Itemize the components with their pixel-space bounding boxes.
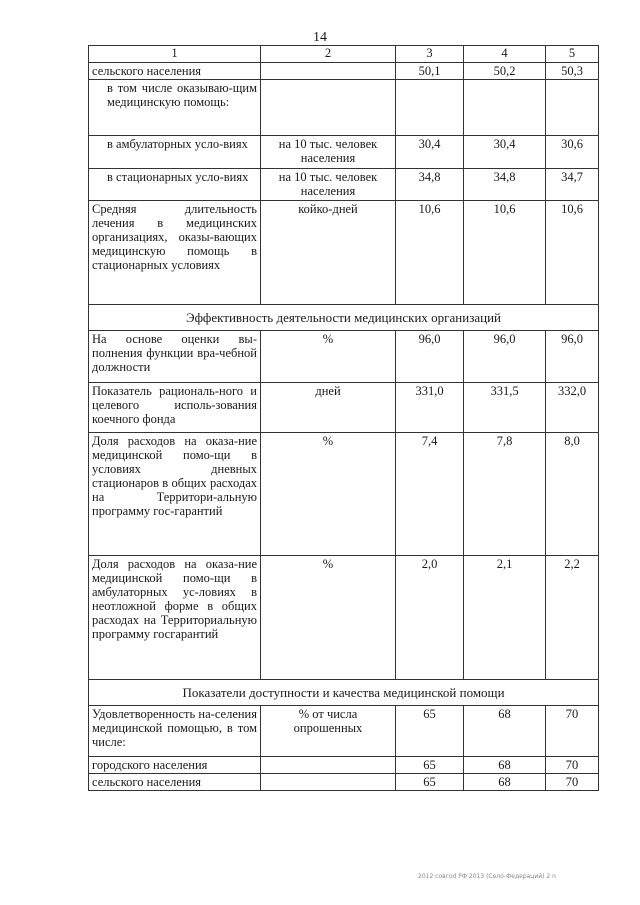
unit-cell: на 10 тыс. человек населения bbox=[261, 169, 396, 201]
value-cell: 50,2 bbox=[464, 63, 546, 80]
table-row bbox=[89, 383, 599, 433]
header-cell: 2 bbox=[261, 46, 396, 63]
value-cell: 50,3 bbox=[546, 63, 599, 80]
indicator-name: в стационарных усло-виях bbox=[89, 169, 261, 201]
value-cell: 68 bbox=[464, 706, 546, 757]
unit-cell bbox=[261, 757, 396, 774]
header-cell: 5 bbox=[546, 46, 599, 63]
value-cell: 34,8 bbox=[464, 169, 546, 201]
value-cell: 30,4 bbox=[464, 136, 546, 169]
section-row bbox=[89, 680, 599, 706]
value-cell: 8,0 bbox=[546, 433, 599, 556]
value-cell: 65 bbox=[396, 706, 464, 757]
unit-cell: % bbox=[261, 556, 396, 680]
header-cell: 3 bbox=[396, 46, 464, 63]
table-row bbox=[89, 433, 599, 556]
value-cell: 10,6 bbox=[396, 201, 464, 305]
value-cell: 10,6 bbox=[464, 201, 546, 305]
unit-cell: койко-дней bbox=[261, 201, 396, 305]
indicator-name: Средняя длительность лечения в медицинских организациях, оказы-вающих медицинскую помощь в стационарных условиях bbox=[89, 201, 261, 305]
value-cell: 2,0 bbox=[396, 556, 464, 680]
table-row bbox=[89, 63, 599, 80]
value-cell: 68 bbox=[464, 774, 546, 791]
table-row bbox=[89, 331, 599, 383]
page-number: 14 bbox=[313, 30, 327, 45]
value-cell: 7,4 bbox=[396, 433, 464, 556]
indicator-name: сельского населения bbox=[89, 774, 261, 791]
table-row bbox=[89, 556, 599, 680]
value-cell bbox=[546, 80, 599, 136]
section-heading: Эффективность деятельности медицинских организаций bbox=[89, 305, 599, 331]
indicator-name: Показатель рациональ-ного и целевого исполь-зования коечного фонда bbox=[89, 383, 261, 433]
indicator-name: Доля расходов на оказа-ние медицинской помо-щи в амбулаторных ус-ловиях в неотложной форме в общих расходах на Территориальную программу госгарантий bbox=[89, 556, 261, 680]
value-cell bbox=[464, 80, 546, 136]
unit-cell bbox=[261, 80, 396, 136]
footer-note: 2012 сoвгоd РФ 2013 (Селo-Федераций) 2 n bbox=[418, 873, 556, 880]
value-cell: 70 bbox=[546, 757, 599, 774]
value-cell: 331,0 bbox=[396, 383, 464, 433]
header-cell: 4 bbox=[464, 46, 546, 63]
value-cell: 65 bbox=[396, 774, 464, 791]
indicator-name: Удовлетворенность на-селения медицинской помощью, в том числе: bbox=[89, 706, 261, 757]
value-cell: 34,7 bbox=[546, 169, 599, 201]
unit-cell: % от числа опрошенных bbox=[261, 706, 396, 757]
value-cell: 10,6 bbox=[546, 201, 599, 305]
unit-cell: % bbox=[261, 433, 396, 556]
table-row bbox=[89, 201, 599, 305]
unit-cell bbox=[261, 774, 396, 791]
value-cell: 2,1 bbox=[464, 556, 546, 680]
table-row bbox=[89, 757, 599, 774]
value-cell: 2,2 bbox=[546, 556, 599, 680]
section-row bbox=[89, 305, 599, 331]
value-cell: 96,0 bbox=[396, 331, 464, 383]
indicator-name: Доля расходов на оказа-ние медицинской помо-щи в условиях дневных стационаров в общих расходах на Территори-альную программу гос-гарантий bbox=[89, 433, 261, 556]
value-cell: 30,6 bbox=[546, 136, 599, 169]
table-row bbox=[89, 169, 599, 201]
value-cell: 30,4 bbox=[396, 136, 464, 169]
value-cell: 332,0 bbox=[546, 383, 599, 433]
indicator-name: сельского населения bbox=[89, 63, 261, 80]
value-cell: 50,1 bbox=[396, 63, 464, 80]
value-cell: 68 bbox=[464, 757, 546, 774]
value-cell: 70 bbox=[546, 774, 599, 791]
value-cell: 96,0 bbox=[546, 331, 599, 383]
value-cell: 70 bbox=[546, 706, 599, 757]
table-row bbox=[89, 774, 599, 791]
header-cell: 1 bbox=[89, 46, 261, 63]
value-cell: 7,8 bbox=[464, 433, 546, 556]
header-row bbox=[89, 46, 599, 63]
value-cell: 34,8 bbox=[396, 169, 464, 201]
table-row bbox=[89, 706, 599, 757]
indicator-name: в том числе оказываю-щим медицинскую помощь: bbox=[89, 80, 261, 136]
unit-cell bbox=[261, 63, 396, 80]
unit-cell: дней bbox=[261, 383, 396, 433]
value-cell: 96,0 bbox=[464, 331, 546, 383]
unit-cell: на 10 тыс. человек населения bbox=[261, 136, 396, 169]
table-row bbox=[89, 136, 599, 169]
indicator-name: в амбулаторных усло-виях bbox=[89, 136, 261, 169]
indicators-table bbox=[88, 45, 599, 791]
table-row bbox=[89, 80, 599, 136]
value-cell: 65 bbox=[396, 757, 464, 774]
indicator-name: На основе оценки вы-полнения функции вра-чебной должности bbox=[89, 331, 261, 383]
value-cell: 331,5 bbox=[464, 383, 546, 433]
indicator-name: городского населения bbox=[89, 757, 261, 774]
section-heading: Показатели доступности и качества медицинской помощи bbox=[89, 680, 599, 706]
unit-cell: % bbox=[261, 331, 396, 383]
value-cell bbox=[396, 80, 464, 136]
